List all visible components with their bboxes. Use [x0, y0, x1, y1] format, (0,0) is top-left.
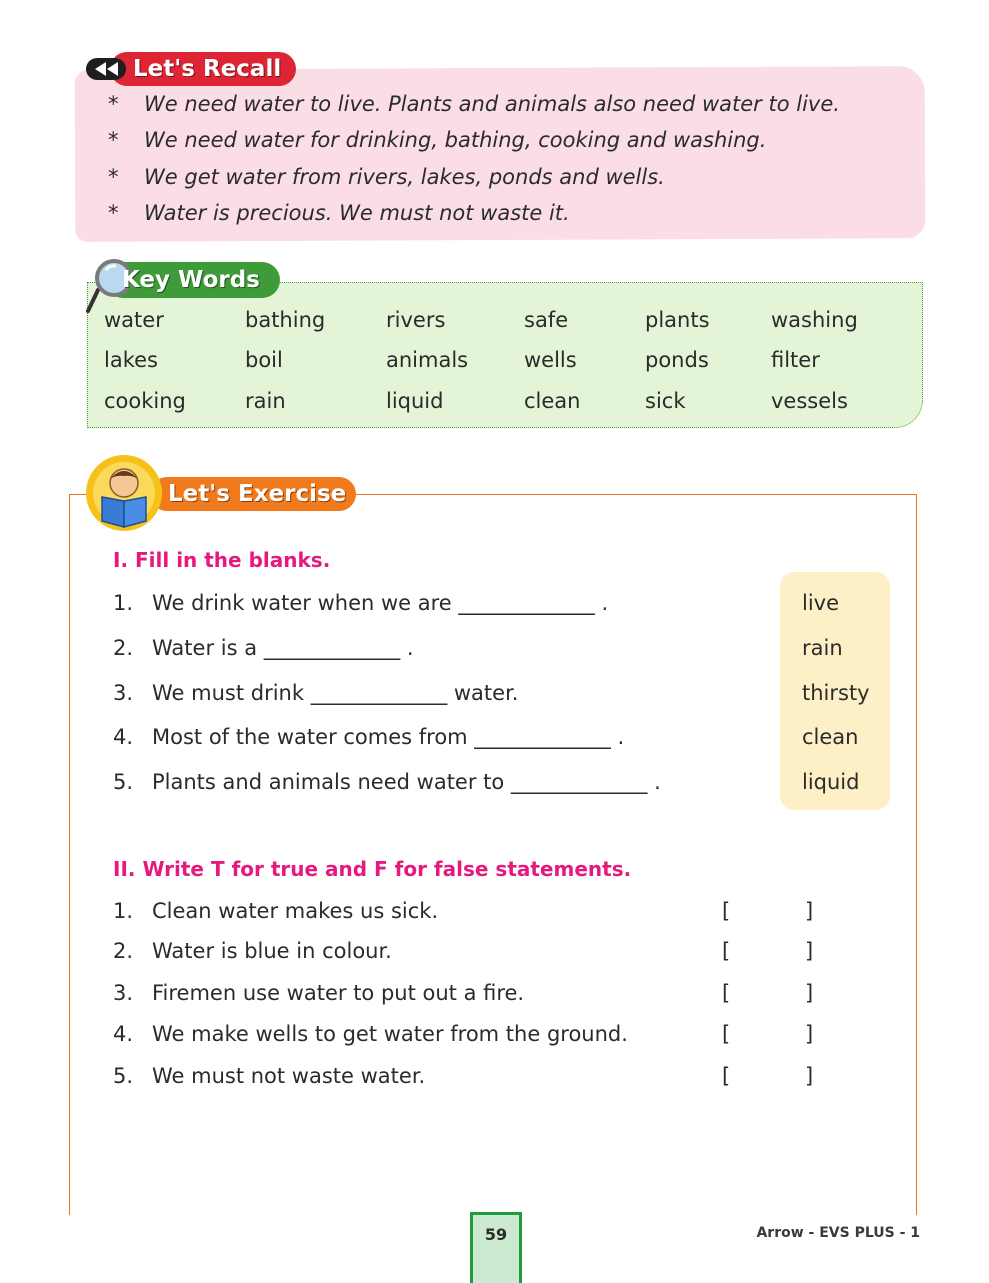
answer-bracket-open: [ [722, 1022, 731, 1046]
true-false-item: 1. Clean water makes us sick. [113, 899, 439, 923]
key-word: plants [645, 308, 710, 332]
word-bank-option: thirsty [802, 681, 870, 705]
key-word: ponds [645, 348, 709, 372]
fill-blank-item: 2. Water is a _____________ . [113, 636, 414, 660]
rewind-icon [86, 58, 126, 80]
key-word: vessels [771, 389, 848, 413]
answer-bracket-close: ] [805, 1064, 814, 1088]
word-bank-option: rain [802, 636, 843, 660]
key-word: bathing [245, 308, 326, 332]
fill-blank-item: 1. We drink water when we are _____________ . [113, 591, 609, 615]
key-word: liquid [386, 389, 444, 413]
key-word: animals [386, 348, 469, 372]
key-words-title: Key Words [122, 267, 260, 293]
answer-bracket-close: ] [805, 939, 814, 963]
recall-item: * We need water for drinking, bathing, cooking and washing. [108, 128, 767, 152]
key-word: filter [771, 348, 820, 372]
fill-blank-item: 5. Plants and animals need water to _____________ . [113, 770, 661, 794]
key-word: safe [524, 308, 569, 332]
recall-title: Let's Recall [133, 56, 282, 82]
true-false-item: 4. We make wells to get water from the ground. [113, 1022, 628, 1046]
section-1-heading: I. Fill in the blanks. [113, 548, 331, 572]
key-word: sick [645, 389, 686, 413]
reading-boy-icon [84, 453, 164, 533]
true-false-item: 3. Firemen use water to put out a fire. [113, 981, 525, 1005]
word-bank-option: live [802, 591, 840, 615]
key-word: rain [245, 389, 286, 413]
book-title: Arrow - EVS PLUS - 1 [756, 1225, 920, 1241]
key-word: wells [524, 348, 577, 372]
section-2-heading: II. Write T for true and F for false statements. [113, 857, 632, 881]
key-word: cooking [104, 389, 186, 413]
recall-item: * We need water to live. Plants and animals also need water to live. [108, 92, 840, 116]
word-bank-option: liquid [802, 770, 860, 794]
true-false-item: 5. We must not waste water. [113, 1064, 426, 1088]
fill-blank-item: 3. We must drink _____________ water. [113, 681, 519, 705]
key-word: lakes [104, 348, 158, 372]
word-bank-option: clean [802, 725, 859, 749]
answer-bracket-open: [ [722, 981, 731, 1005]
page-number-box [470, 1212, 522, 1283]
key-word: boil [245, 348, 283, 372]
answer-bracket-close: ] [805, 899, 814, 923]
key-word: water [104, 308, 164, 332]
answer-bracket-close: ] [805, 981, 814, 1005]
key-word: rivers [386, 308, 446, 332]
key-word: clean [524, 389, 581, 413]
answer-bracket-close: ] [805, 1022, 814, 1046]
key-word: washing [771, 308, 858, 332]
answer-bracket-open: [ [722, 899, 731, 923]
recall-item: * Water is precious. We must not waste it. [108, 201, 570, 225]
true-false-item: 2. Water is blue in colour. [113, 939, 392, 963]
answer-bracket-open: [ [722, 939, 731, 963]
recall-item: * We get water from rivers, lakes, ponds and wells. [108, 165, 665, 189]
page-number: 59 [484, 1225, 508, 1244]
exercise-title: Let's Exercise [168, 481, 347, 507]
answer-bracket-open: [ [722, 1064, 731, 1088]
fill-blank-item: 4. Most of the water comes from _____________ . [113, 725, 625, 749]
